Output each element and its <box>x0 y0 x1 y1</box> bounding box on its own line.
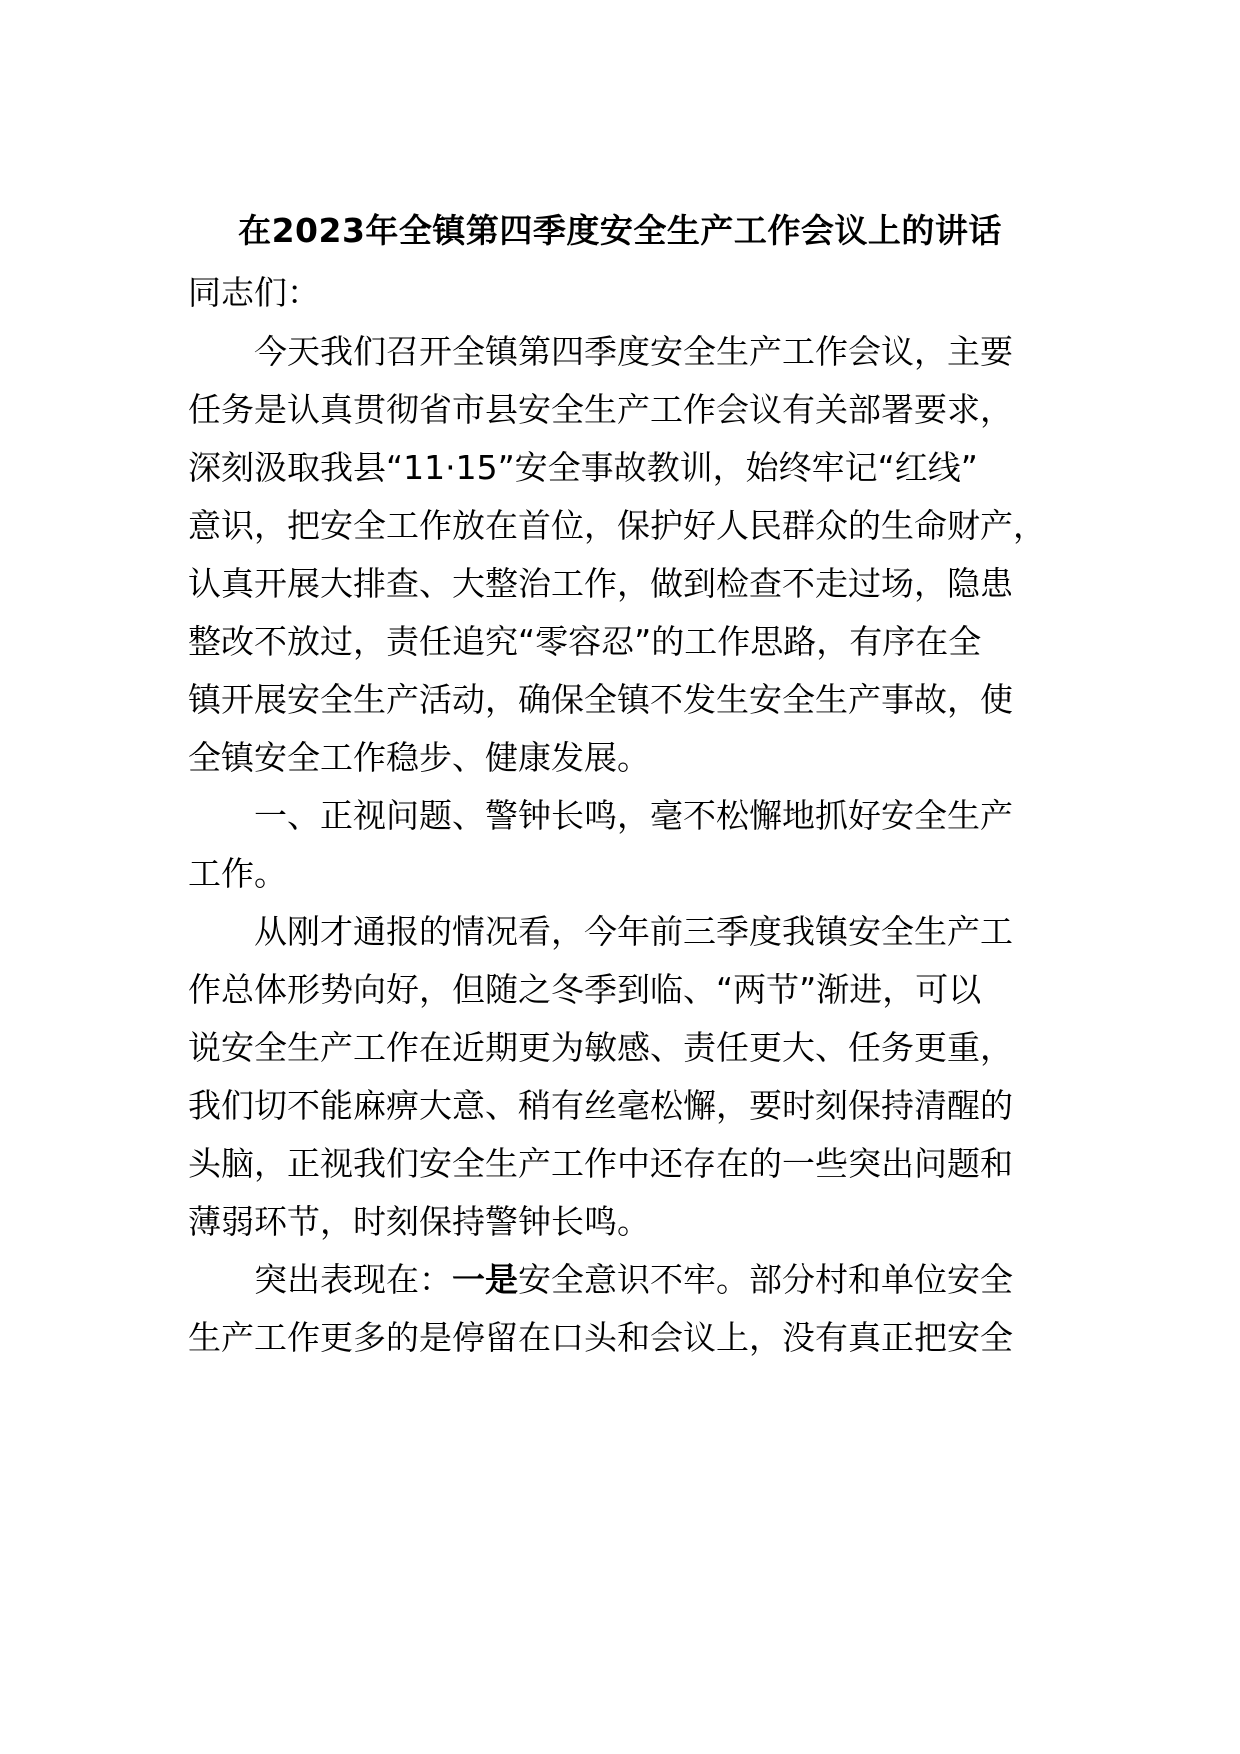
body-line: 全镇安全工作稳步、健康发展。 <box>188 738 650 777</box>
section-heading-line: 工作。 <box>188 854 287 893</box>
body-line: 认真开展大排查、大整治工作，做到检查不走过场，隐患 <box>188 564 1013 603</box>
body-line: 薄弱环节，时刻保持警钟长鸣。 <box>188 1202 650 1241</box>
body-line: 我们切不能麻痹大意、稍有丝毫松懈，要时刻保持清醒的 <box>188 1086 1013 1125</box>
salutation: 同志们： <box>188 273 320 312</box>
body-line: 深刻汲取我县“11·15”安全事故教训，始终牢记“红线” <box>188 448 978 487</box>
body-line: 镇开展安全生产活动，确保全镇不发生安全生产事故，使 <box>188 680 1013 719</box>
section-heading-line: 一、正视问题、警钟长鸣，毫不松懈地抓好安全生产 <box>254 796 1013 835</box>
body-line: 今天我们召开全镇第四季度安全生产工作会议，主要 <box>254 332 1013 371</box>
body-line: 作总体形势向好，但随之冬季到临、“两节”渐进，可以 <box>188 970 982 1009</box>
body-line: 从刚才通报的情况看，今年前三季度我镇安全生产工 <box>254 912 1013 951</box>
body-line: 头脑，正视我们安全生产工作中还存在的一些突出问题和 <box>188 1144 1013 1183</box>
body-line: 整改不放过，责任追究“零容忍”的工作思路，有序在全 <box>188 622 982 661</box>
body-line: 生产工作更多的是停留在口头和会议上，没有真正把安全 <box>188 1318 1013 1357</box>
emphasis-text: 一是 <box>452 1260 518 1299</box>
line-prefix: 突出表现在： <box>254 1260 452 1299</box>
line-rest: 安全意识不牢。部分村和单位安全 <box>518 1260 1013 1299</box>
body-line: 任务是认真贯彻省市县安全生产工作会议有关部署要求， <box>188 390 1013 429</box>
document-title: 在2023年全镇第四季度安全生产工作会议上的讲话 <box>238 211 1002 250</box>
body-line-with-emphasis <box>254 1255 1134 1305</box>
body-line: 意识，把安全工作放在首位，保护好人民群众的生命财产， <box>188 506 1046 545</box>
body-line: 说安全生产工作在近期更为敏感、责任更大、任务更重， <box>188 1028 1013 1067</box>
